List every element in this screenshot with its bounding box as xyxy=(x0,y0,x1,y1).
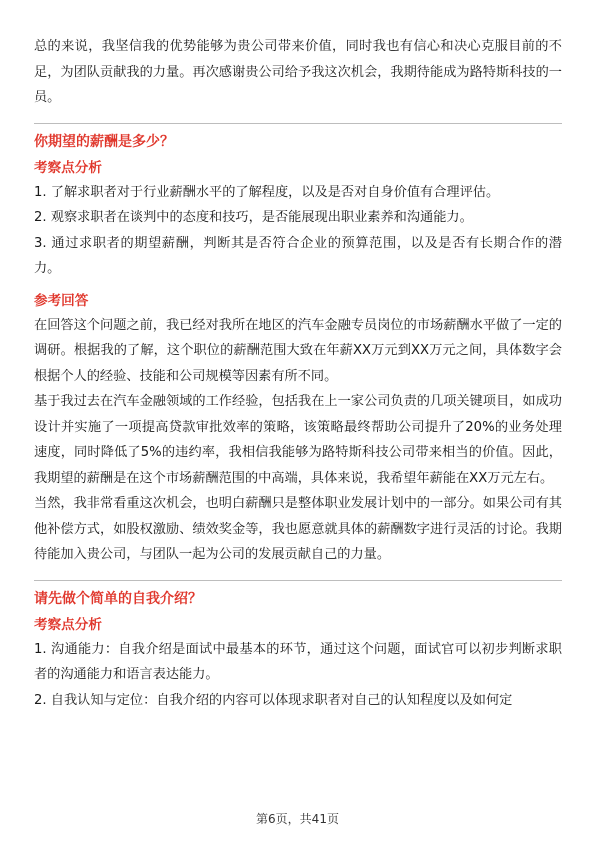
answer-paragraph: 当然，我非常看重这次机会，也明白薪酬只是整体职业发展计划中的一部分。如果公司有其他补偿方式，如股权激励、绩效奖金等，我也愿意就具体的薪酬数字进行灵活的讨论。我期待能加入贵公司，与团队一起为公司的发展贡献自己的力量。 xyxy=(34,496,562,562)
analysis-item: 2. 自我认知与定位：自我介绍的内容可以体现求职者对自己的认知程度以及如何定 xyxy=(34,692,513,708)
intro-paragraph: 总的来说，我坚信我的优势能够为贵公司带来价值，同时我也有信心和决心克服目前的不足，为团队贡献我的力量。再次感谢贵公司给予我这次机会，我期待能成为路特斯科技的一员。 xyxy=(34,39,562,105)
question-title: 请先做个简单的自我介绍？ xyxy=(34,590,202,607)
analysis-item: 1. 了解求职者对于行业薪酬水平的了解程度，以及是否对自身价值有合理评估。 xyxy=(34,184,500,200)
section-divider xyxy=(34,580,562,581)
page-content xyxy=(34,34,562,713)
answer-paragraph: 在回答这个问题之前，我已经对我所在地区的汽车金融专员岗位的市场薪酬水平做了一定的调研。根据我的了解，这个职位的薪酬范围大致在年薪XX万元到XX万元之间，具体数字会根据个人的经验、技能和公司规模等因素有所不同。 xyxy=(34,317,562,384)
question-title: 你期望的薪酬是多少？ xyxy=(34,133,174,150)
page-number: 第6页，共41页 xyxy=(256,812,339,826)
analysis-heading: 考察点分析 xyxy=(34,616,102,633)
answer-paragraph: 基于我过去在汽车金融领域的工作经验，包括我在上一家公司负责的几项关键项目，如成功设计并实施了一项提高贷款审批效率的策略，该策略最终帮助公司提升了20%的业务处理速度，同时降低了5%的违约率，我相信我能够为路特斯科技公司带来相当的价值。因此，我期望的薪酬是在这个市场薪酬范围的中高端，具体来说，我希望年薪能在XX万元左右。 xyxy=(34,394,562,486)
answer-heading: 参考回答 xyxy=(34,292,89,309)
section-divider xyxy=(34,123,562,124)
analysis-item: 1. 沟通能力：自我介绍是面试中最基本的环节，通过这个问题，面试官可以初步判断求职者的沟通能力和语言表达能力。 xyxy=(34,641,562,682)
analysis-heading: 考察点分析 xyxy=(34,159,102,176)
analysis-item: 3. 通过求职者的期望薪酬，判断其是否符合企业的预算范围，以及是否有长期合作的潜力。 xyxy=(34,235,562,276)
analysis-item: 2. 观察求职者在谈判中的态度和技巧，是否能展现出职业素养和沟通能力。 xyxy=(34,210,473,225)
